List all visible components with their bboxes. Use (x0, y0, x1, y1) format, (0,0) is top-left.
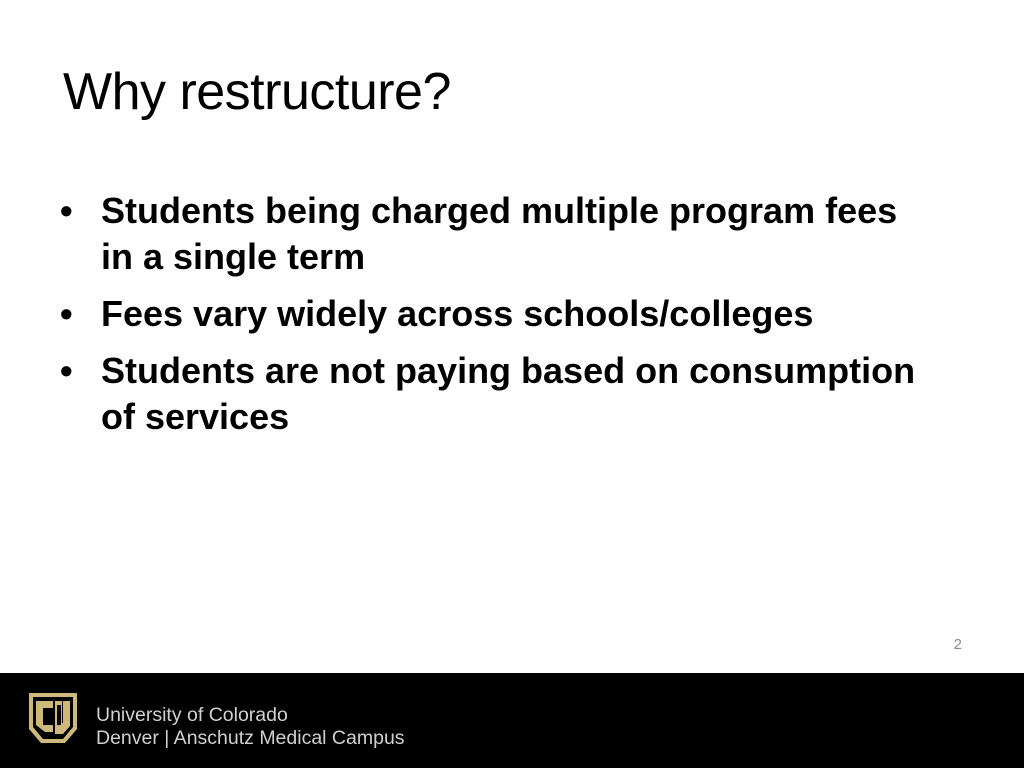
university-name (96, 704, 405, 750)
bullet-icon: • (60, 350, 73, 391)
bullet-text: Fees vary widely across schools/colleges (101, 293, 814, 334)
bullet-list (60, 188, 920, 451)
cu-logo-icon (25, 689, 81, 752)
slide-title: Why restructure? (63, 63, 451, 121)
page-number: 2 (953, 636, 962, 653)
university-line-2: Denver | Anschutz Medical Campus (96, 727, 405, 749)
bullet-icon: • (60, 293, 73, 334)
university-line-1: University of Colorado (96, 704, 288, 726)
bullet-text: Students are not paying based on consumption of services (101, 350, 916, 437)
bullet-icon: • (60, 190, 73, 231)
bullet-item (60, 291, 920, 337)
footer-bar (0, 673, 1024, 768)
bullet-item (60, 348, 920, 440)
bullet-item (60, 188, 920, 280)
bullet-text: Students being charged multiple program fees in a single term (101, 190, 898, 277)
